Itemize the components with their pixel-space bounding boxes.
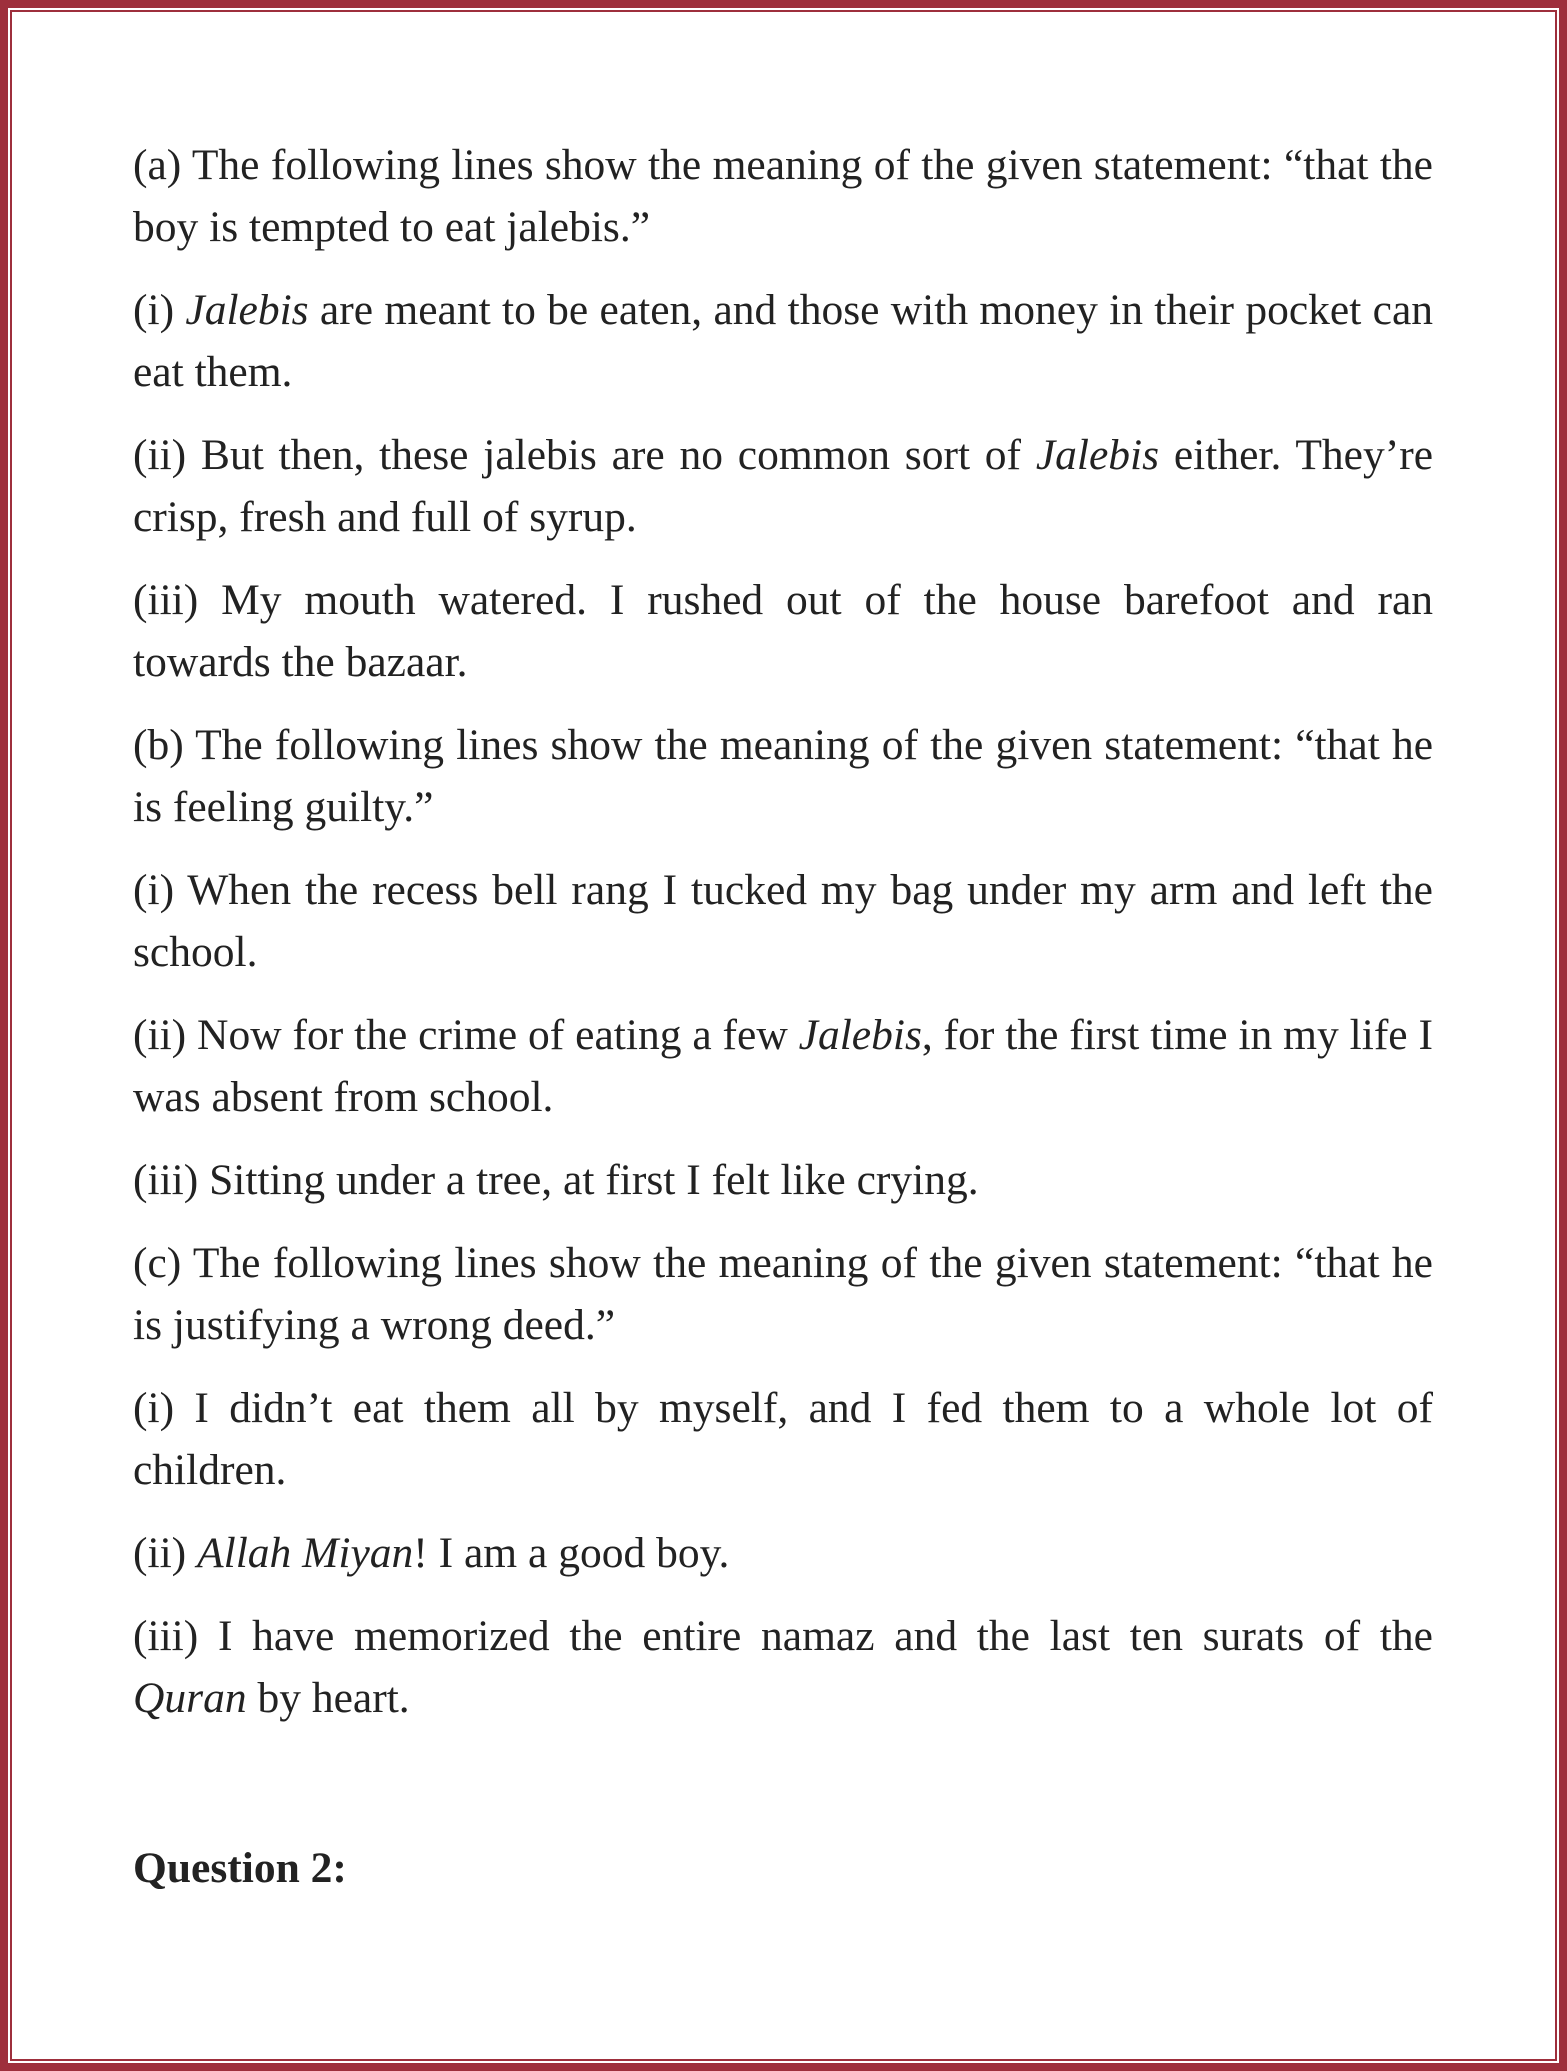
document-body bbox=[133, 134, 1433, 1920]
text: (b) The following lines show the meaning of the given statement: “that he is feeling guilty.” bbox=[133, 721, 1433, 831]
italic-term: Allah Miyan bbox=[197, 1529, 414, 1577]
text: by heart. bbox=[246, 1674, 410, 1722]
answer-b-intro bbox=[133, 714, 1433, 838]
text: , for the first time in my life I was absent from school. bbox=[133, 1011, 1433, 1121]
answer-a-i bbox=[133, 279, 1433, 403]
answer-c-intro bbox=[133, 1232, 1433, 1356]
text: (ii) But then, these jalebis are no common sort of bbox=[133, 431, 1036, 479]
text: either. They’re crisp, fresh and full of syrup. bbox=[133, 431, 1433, 541]
text: (ii) Now for the crime of eating a few bbox=[133, 1011, 799, 1059]
answer-a-intro bbox=[133, 134, 1433, 258]
italic-term: Jalebis bbox=[1035, 431, 1160, 479]
answer-c-ii bbox=[133, 1522, 1433, 1584]
answer-b-ii bbox=[133, 1004, 1433, 1128]
answer-a-iii bbox=[133, 569, 1433, 693]
answer-b-i bbox=[133, 859, 1433, 983]
text: (iii) Sitting under a tree, at first I felt like crying. bbox=[133, 1156, 979, 1204]
italic-term: Jalebis bbox=[798, 1011, 922, 1059]
text: are meant to be eaten, and those with money in their pocket can eat them. bbox=[133, 286, 1433, 396]
text: (i) bbox=[133, 286, 186, 334]
question-heading: Question 2: bbox=[133, 1844, 347, 1892]
text: (i) When the recess bell rang I tucked my bag under my arm and left the school. bbox=[133, 866, 1433, 976]
answer-c-iii bbox=[133, 1605, 1433, 1729]
text: ! I am a good boy. bbox=[413, 1529, 730, 1577]
italic-term: Quran bbox=[133, 1674, 247, 1722]
answer-a-ii bbox=[133, 424, 1433, 548]
answer-c-i bbox=[133, 1377, 1433, 1501]
text: (c) The following lines show the meaning of the given statement: “that he is justifying a wrong deed.” bbox=[133, 1239, 1433, 1349]
text: (iii) My mouth watered. I rushed out of the house barefoot and ran towards the bazaar. bbox=[133, 576, 1433, 686]
italic-term: Jalebis bbox=[185, 286, 309, 334]
text: (iii) I have memorized the entire namaz and the last ten surats of the bbox=[133, 1612, 1433, 1660]
text: (ii) bbox=[133, 1529, 198, 1577]
text: (a) The following lines show the meaning of the given statement: “that the boy is tempted to eat jalebis.” bbox=[133, 141, 1433, 251]
answer-b-iii bbox=[133, 1149, 1433, 1211]
text: (i) I didn’t eat them all by myself, and I fed them to a whole lot of children. bbox=[133, 1384, 1433, 1494]
